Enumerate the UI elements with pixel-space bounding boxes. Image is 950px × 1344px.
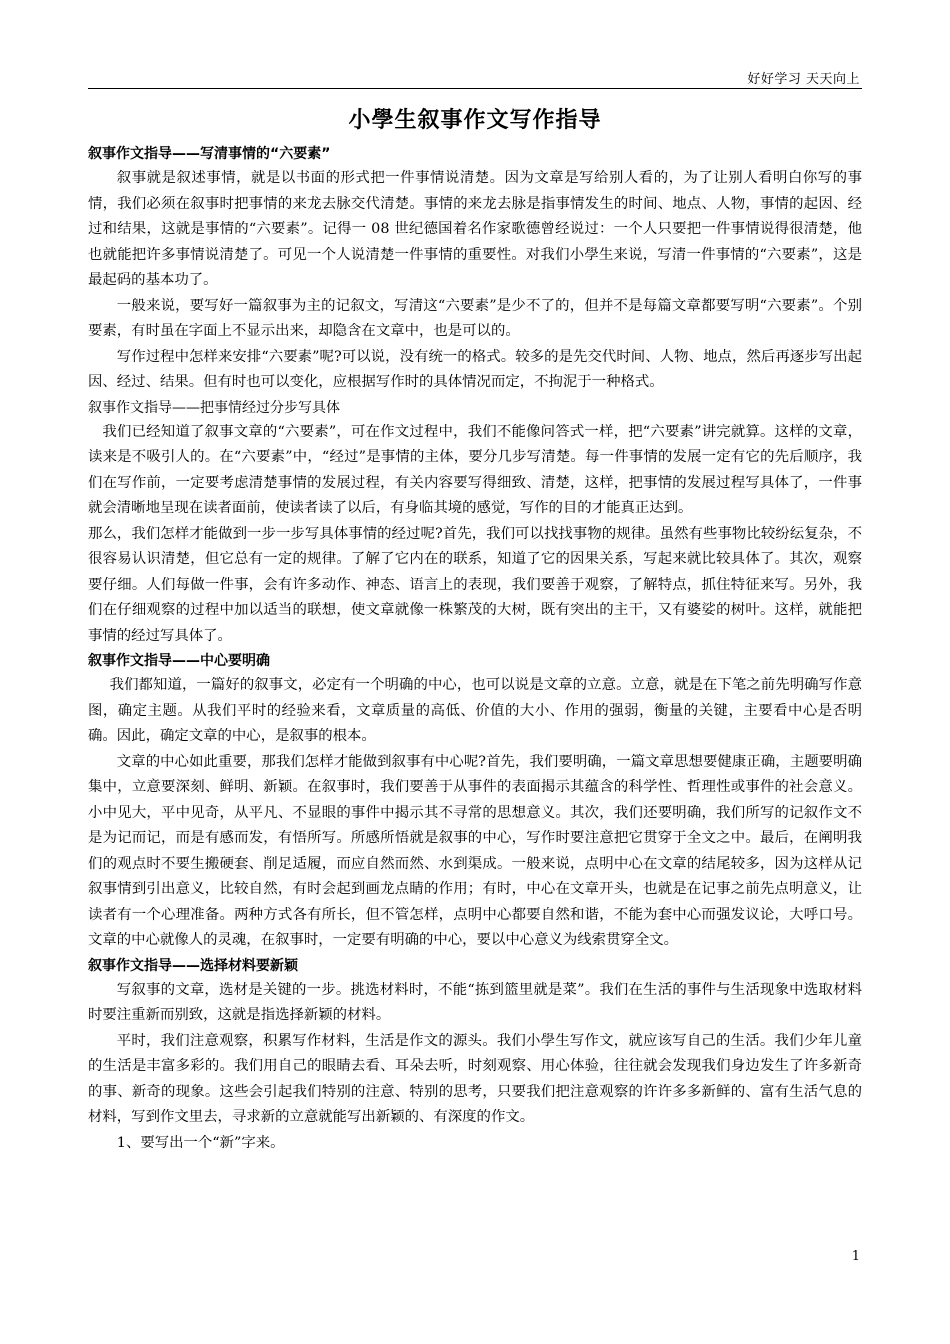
paragraph: 我们都知道，一篇好的叙事文，必定有一个明确的中心，也可以说是文章的立意。立意，就是在下笔之前先明确写作意图，确定主题。从我们平时的经验来看，文章质量的高低、价值的大小、作用的强弱，衡量的关键，主要看中心是否明确。因此，确定文章的中心，是叙事的根本。 — [88, 677, 862, 744]
page-number: 1 — [851, 1249, 860, 1264]
section-heading: 叙事作文指导——中心要明确 — [88, 653, 270, 669]
paragraph: 文章的中心如此重要，那我们怎样才能做到叙事有中心呢?首先，我们要明确，一篇文章思想要健康正确，主题要明确集中，立意要深刻、鲜明、新颖。在叙事时，我们要善于从事件的表面揭示其蕴含的科学性、哲理性或事件的社会意义。小中见大，平中见奇，从平凡、不显眼的事件中揭示其不寻常的思想意义。其次，我们还要明确，我们所写的记叙作文不是为记而记，而是有感而发，有悟所写。所感所悟就是叙事的中心，写作时要注意把它贯穿于全文之中。最后，在阐明我们的观点时不要生搬硬套、削足适履，而应自然而然、水到渠成。一般来说，点明中心在文章的结尾较多，因为这样从记叙事情到引出意义，比较自然，有时会起到画龙点睛的作用；有时，中心在文章开头，也就是在记事之前先点明意义，让读者有一个心理准备。两种方式各有所长，但不管怎样，点明中心都要自然和谐，不能为套中心而强发议论，大呼口号。文章的中心就像人的灵魂，在叙事时，一定要有明确的中心，要以中心意义为线索贯穿全文。 — [88, 753, 862, 948]
paragraph: 写作过程中怎样来安排“六要素”呢?可以说，没有统一的格式。较多的是先交代时间、人物、地点，然后再逐步写出起因、经过、结果。但有时也可以变化，应根据写作时的具体情况而定，不拘泥于一种格式。 — [88, 348, 862, 390]
paragraph: 一般来说，要写好一篇叙事为主的记叙文，写清这“六要素”是少不了的，但并不是每篇文章都要写明“六要素”。个别要素，有时虽在字面上不显示出来，却隐含在文章中，也是可以的。 — [88, 297, 862, 339]
document-body — [88, 142, 862, 1156]
section-heading: 叙事作文指导——写清事情的“六要素” — [88, 146, 331, 162]
paragraph: 那么，我们怎样才能做到一步一步写具体事情的经过呢?首先，我们可以找找事物的规律。虽然有些事物比较纷纭复杂，不很容易认识清楚，但它总有一定的规律。了解了它内在的联系，知道了它的因果关系，写起来就比较具体了。其次，观察要仔细。人们每做一件事，会有许多动作、神态、语言上的表现，我们要善于观察，了解特点，抓住特征来写。另外，我们在仔细观察的过程中加以适当的联想，使文章就像一株繁茂的大树，既有突出的主干，又有婆娑的树叶。这样，就能把事情的经过写具体了。 — [88, 525, 862, 644]
header-motto: 好好学习 天天向上 — [747, 72, 860, 87]
document-title: 小學生叙事作文写作指导 — [348, 108, 602, 133]
paragraph: 1、要写出一个“新”字来。 — [116, 1134, 285, 1151]
paragraph: 平时，我们注意观察，积累写作材料，生活是作文的源头。我们小學生写作文，就应该写自己的生活。我们少年儿童的生活是丰富多彩的。我们用自己的眼睛去看、耳朵去听，时刻观察、用心体验，往往就会发现我们身边发生了许多新奇的事、新奇的现象。这些会引起我们特别的注意、特别的思考，只要我们把注意观察的许许多多新鲜的、富有生活气息的材料，写到作文里去，寻求新的立意就能写出新颖的、有深度的作文。 — [88, 1032, 862, 1125]
paragraph: 我们已经知道了叙事文章的“六要素”，可在作文过程中，我们不能像问答式一样，把“六要素”讲完就算。这样的文章，读来是不吸引人的。在“六要素”中，“经过”是事情的主体，要分几步写清楚。每一件事情的发展一定有它的先后顺序，我们在写作前，一定要考虑清楚事情的发展过程，有关内容要写得细致、清楚，这样，把事情的发展过程写具体了，一件事就会清晰地呈现在读者面前，使读者读了以后，有身临其境的感觉，写作的目的才能真正达到。 — [88, 423, 862, 516]
section-heading: 叙事作文指导——选择材料要新颖 — [88, 957, 298, 974]
section-heading: 叙事作文指导——把事情经过分步写具体 — [88, 399, 340, 416]
paragraph: 写叙事的文章，选材是关键的一步。挑选材料时，不能“拣到篮里就是菜”。我们在生活的事件与生活现象中选取材料时要注重新而别致，这就是指选择新颖的材料。 — [88, 981, 862, 1023]
page-header — [88, 66, 862, 89]
paragraph: 叙事就是叙述事情，就是以书面的形式把一件事情说清楚。因为文章是写给别人看的，为了让别人看明白你写的事情，我们必须在叙事时把事情的来龙去脉交代清楚。事情的来龙去脉是指事情发生的时间、地点、人物，事情的起因、经过和结果，这就是事情的“六要素”。记得一 08 世纪德国着名作家歌德曾经说过：一个人只要把一件事情说得很清楚，他也就能把许多事情说清楚了。可见一个人说清楚一件事情的重要性。对我们小學生来说，写清一件事情的“六要素”，这是最起码的基本功了。 — [88, 170, 862, 288]
